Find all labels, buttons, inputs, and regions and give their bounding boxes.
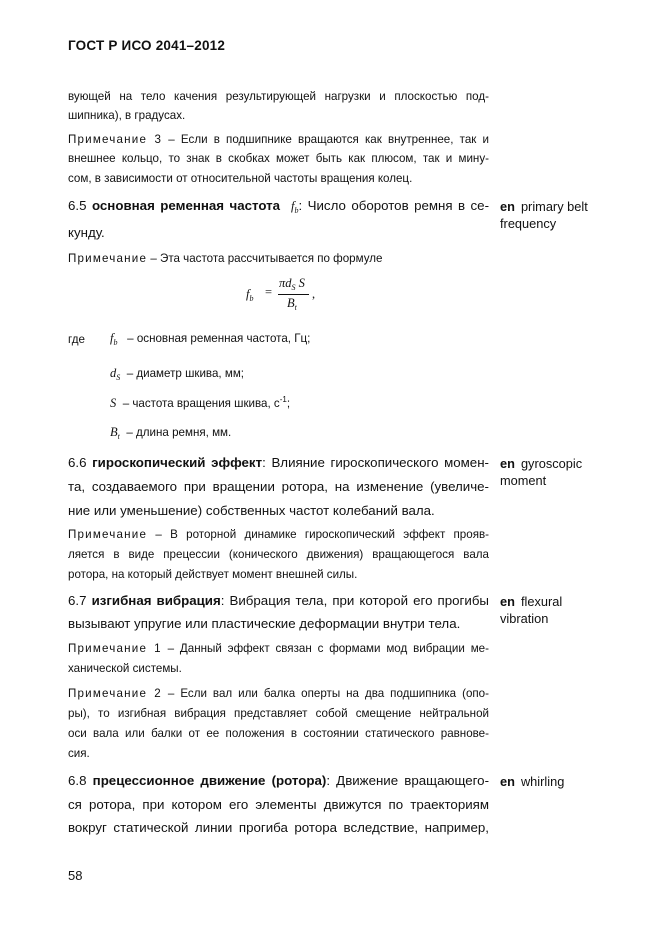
note-label: Примечание 3: [68, 133, 163, 146]
term-6-7-line: 6.7 изгибная вибрация: Вибрация тела, при которой его прогибы: [68, 593, 489, 608]
note-6-7-1-line: Примечание 1 – Данный эффект связан с формами мод вибрации ме-: [68, 642, 489, 655]
term-title: основная ременная частота: [91, 198, 281, 213]
term-title: изгибная вибрация: [91, 593, 221, 608]
note-6-7-2-line: Примечание 2 – Если вал или балка оперты на два подшипника (опо-: [68, 687, 489, 700]
term-title: гироскопический эффект: [92, 455, 263, 470]
note-text: – Эта частота рассчитывается по формуле: [147, 252, 383, 265]
note-3-line: внешнее кольцо, то знак в скобках может быть как плюсом, так и мину-: [68, 152, 489, 165]
term-definition: : Число оборотов ремня в се-: [298, 198, 490, 213]
note-6-6-line: ротора, на который действует момент внешней силы.: [68, 568, 358, 581]
note-6-6-line: Примечание – В роторной динамике гироскопический эффект прояв-: [68, 528, 489, 541]
variable-definition: $B_t$ – длина ремня, мм.: [110, 425, 232, 441]
note-3-line: [68, 133, 489, 146]
note-6-5: [68, 252, 489, 265]
note-6-7-2-line: оси вала или балки от ее положения в состоянии статического равнове-: [68, 727, 489, 740]
en-equivalent-6-5: en primary belt frequency: [500, 199, 588, 231]
note-6-6-line: ляется в виде прецессии (конического движения) вращающегося вала: [68, 548, 489, 561]
paragraph-line: шипника), в градусах.: [68, 109, 186, 122]
en-equivalent-6-8: en whirling: [500, 774, 565, 789]
where-label: где: [68, 333, 85, 346]
note-label: Примечание: [68, 252, 148, 265]
note-6-7-2-line: сия.: [68, 747, 90, 760]
term-number: 6.5: [68, 198, 87, 213]
variable-definition: S – частота вращения шкива, $с^{-1}$;: [110, 395, 291, 410]
note-6-7-1-line: ханической системы.: [68, 662, 182, 675]
term-6-6-line: ние или уменьшение) собственных частот колебаний вала.: [68, 503, 435, 518]
term-6-6-line: 6.6 гироскопический эффект: Влияние гироскопического момен-: [68, 455, 489, 470]
term-6-8-line: ся ротора, при котором его элементы движутся по траекториям: [68, 797, 489, 812]
term-6-6-line: та, создаваемого при вращении ротора, на изменение (увеличе-: [68, 479, 489, 494]
term-6-8-line: 6.8 прецессионное движение (ротора): Движение вращающего-: [68, 773, 490, 788]
note-text: – Если в подшипнике вращаются как внутреннее, так и: [162, 133, 489, 146]
variable-definition: $f_b$ – основная ременная частота, Гц;: [110, 331, 311, 347]
en-equivalent-6-6: en gyroscopic moment: [500, 456, 583, 488]
variable-definition: $d_S$ – диаметр шкива, мм;: [110, 366, 245, 382]
term-6-5-line: кунду.: [68, 225, 105, 240]
term-6-8-line: вокруг статической линии прогиба ротора вследствие, например,: [68, 820, 489, 835]
paragraph-line: вующей на тело качения результирующей нагрузки и плоскостью под-: [68, 90, 489, 103]
en-equivalent-6-7: en flexural vibration: [500, 594, 563, 626]
term-6-5-line: [68, 198, 489, 214]
term-symbol: $f_b$: [291, 199, 299, 215]
document-header: ГОСТ Р ИСО 2041–2012: [68, 38, 226, 53]
page-number: 58: [68, 868, 83, 883]
note-3-line: сом, в зависимости от относительной частоты вращения колец.: [68, 172, 413, 185]
term-title: прецессионное движение (ротора): [92, 773, 327, 788]
fraction-bar: [278, 294, 309, 295]
note-6-7-2-line: ры), то изгибная вибрация представляет собой смещение нейтральной: [68, 707, 489, 720]
term-6-7-line: вызывают упругие или пластические деформации внутри тела.: [68, 616, 461, 631]
